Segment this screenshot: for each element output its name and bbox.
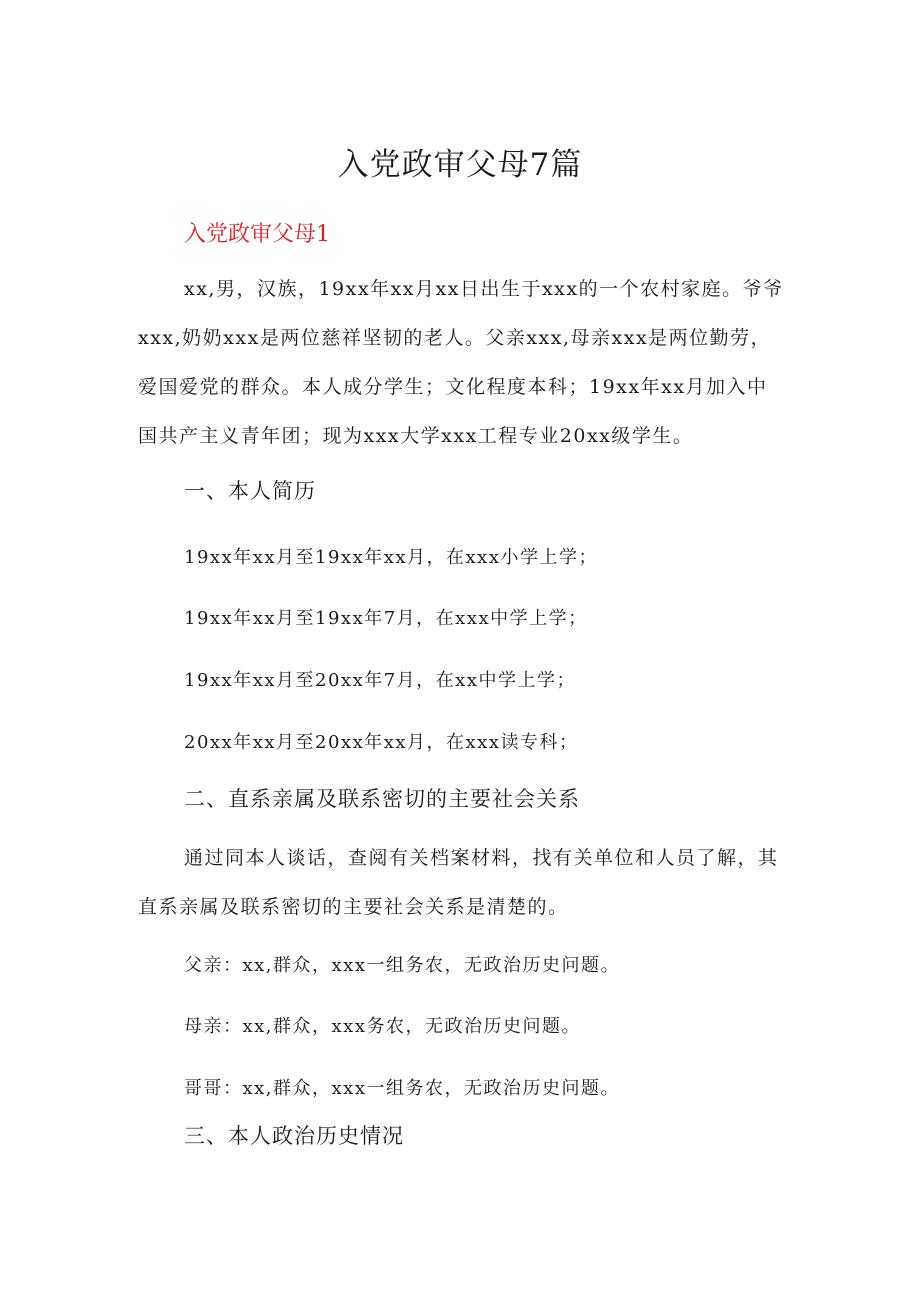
section-heading-relations: 二、直系亲属及联系密切的主要社会关系 [184, 787, 580, 811]
document-subtitle: 入党政审父母1 [184, 222, 330, 247]
section-heading-resume: 一、本人简历 [184, 479, 316, 503]
document-title: 入党政审父母7篇 [337, 147, 583, 183]
relative-item: 母亲：xx,群众，xxx务农，无政治历史问题。 [184, 1016, 581, 1037]
relative-item: 哥哥：xx,群众，xxx一组务农，无政治历史问题。 [184, 1078, 620, 1099]
resume-item: 19xx年xx月至20xx年7月，在xx中学上学； [184, 670, 576, 691]
section-heading-political-history: 三、本人政治历史情况 [184, 1124, 404, 1148]
intro-paragraph: xx,男，汉族，19xx年xx月xx日出生于xxx的一个农村家庭。爷爷xxx,奶奶xxx是两位慈祥坚韧的老人。父亲xxx,母亲xxx是两位勤劳，爱国爱党的群众。本人成分学生；文化程度本科；19xx年xx月加入中国共产主义青年团；现为xxx大学xxx工程专业20xx级学生。 [138, 278, 784, 447]
resume-item: 20xx年xx月至20xx年xx月，在xxx读专科； [184, 732, 579, 753]
relations-paragraph: 通过同本人谈话，查阅有关档案材料，找有关单位和人员了解，其直系亲属及联系密切的主要社会关系是清楚的。 [138, 847, 779, 918]
resume-item: 19xx年xx月至19xx年xx月，在xxx小学上学； [184, 547, 598, 568]
relative-item: 父亲：xx,群众，xxx一组务农，无政治历史问题。 [184, 955, 620, 976]
resume-item: 19xx年xx月至19xx年7月，在xxx中学上学； [184, 608, 588, 629]
